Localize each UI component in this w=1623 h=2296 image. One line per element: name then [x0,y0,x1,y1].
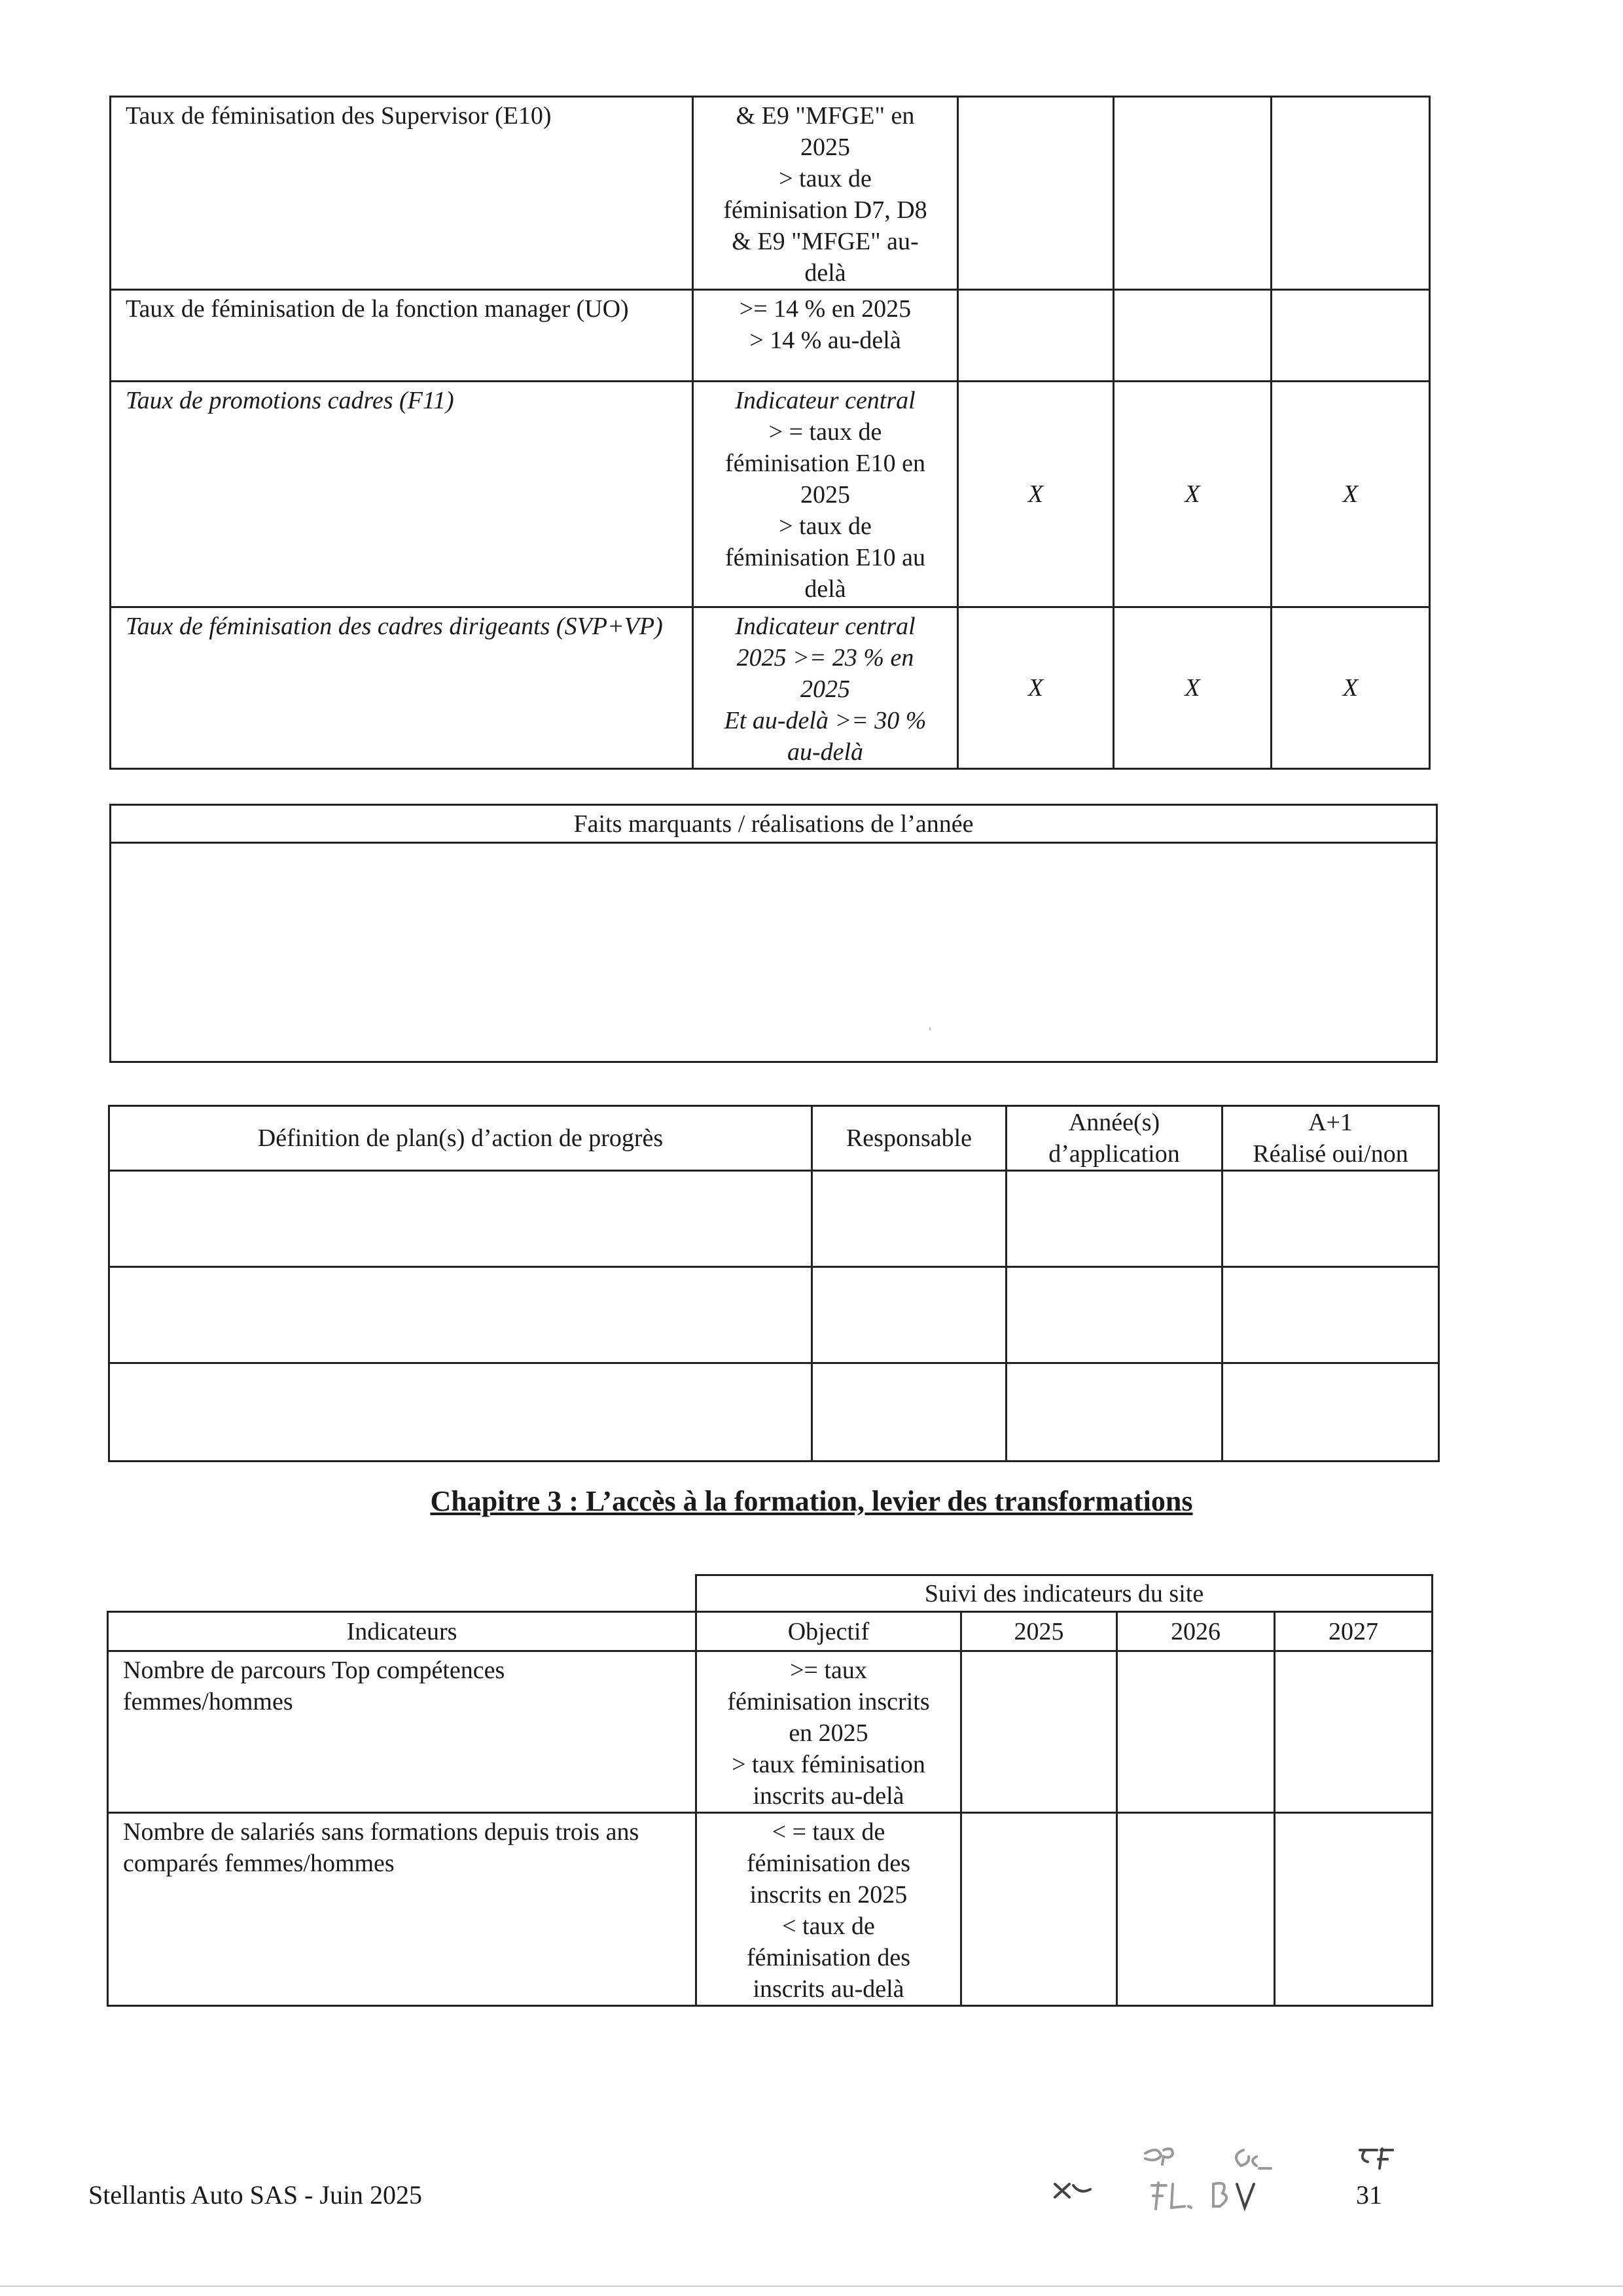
indicators-table-continued [109,96,1431,770]
table-row [109,1171,1439,1267]
objective-line: en 2025 [789,1719,868,1747]
action-plan-cell [1222,1267,1439,1363]
indicator-label: Nombre de parcours Top compétences femmes/hommes [108,1651,696,1813]
objective-line: au-delà [787,738,864,766]
indicators-table-body [111,97,1430,769]
footer-company: Stellantis Auto SAS - Juin 2025 [88,2180,423,2210]
objective-line: delà [804,575,846,603]
objective-line: & E9 "MFGE" au- [732,228,919,255]
objective-line: inscrits au-delà [753,1782,904,1810]
year-mark-2027: X [1272,607,1430,769]
action-plan-cell [812,1267,1007,1363]
year-mark-2025: X [958,382,1114,607]
year-mark-2026 [1114,290,1272,382]
objective-line: > taux de [779,512,872,540]
table-row [109,1267,1439,1363]
action-plan-cell [1007,1267,1222,1363]
action-plan-header-annees [1007,1106,1222,1171]
action-plan-header-aplus1 [1222,1106,1439,1171]
highlights-table [109,804,1438,1063]
objective-cell [693,382,958,607]
action-plan-cell [1222,1363,1439,1462]
scan-edge-line [0,2286,1623,2287]
objective-line: féminisation des [746,1850,911,1877]
year-value-2026 [1117,1651,1275,1813]
table-row [111,607,1430,769]
objective-line: < = taux de [772,1818,885,1846]
objective-line: Et au-delà >= 30 % [724,707,927,734]
year-mark-2026: X [1114,382,1272,607]
objective-line: > 14 % au-delà [749,327,901,354]
header-annees-line: d’application [1048,1140,1180,1168]
action-plan-cell [109,1363,812,1462]
suivi-header: Suivi des indicateurs du site [696,1575,1433,1612]
objective-cell [693,97,958,290]
blank-corner [108,1575,696,1612]
objective-line: inscrits en 2025 [749,1881,908,1909]
objective-line: Indicateur central [735,613,916,640]
action-plan-cell [812,1363,1007,1462]
objective-cell [693,607,958,769]
indicator-label: Nombre de salariés sans formations depuis trois ans comparés femmes/hommes [108,1813,696,2006]
objective-line: > = taux de [768,418,882,446]
year-mark-2027 [1272,290,1430,382]
table-row [111,97,1430,290]
objective-line: > taux féminisation [732,1751,925,1778]
action-plan-header-responsable: Responsable [812,1106,1007,1171]
highlights-content [111,843,1437,1062]
year-value-2027 [1275,1651,1433,1813]
action-plan-table [108,1105,1440,1462]
header-year-2026: 2026 [1117,1612,1275,1651]
objective-line: féminisation E10 au [724,544,926,571]
objective-cell [693,290,958,382]
year-value-2027 [1275,1813,1433,2006]
objective-line: Indicateur central [735,387,916,414]
action-plan-header-definition: Définition de plan(s) d’action de progrès [109,1106,812,1171]
objective-line: 2025 [800,675,850,703]
header-objectif: Objectif [696,1612,961,1651]
year-mark-2026 [1114,97,1272,290]
objective-line: >= taux [790,1657,867,1684]
year-mark-2027: X [1272,382,1430,607]
header-aplus1-line: Réalisé oui/non [1253,1140,1408,1168]
header-aplus1-line: A+1 [1308,1109,1353,1136]
objective-line: delà [804,259,846,287]
objective-line: 2025 >= 23 % en [736,644,914,672]
action-plan-cell [109,1171,812,1267]
indicator-label: Taux de féminisation des cadres dirigeants (SVP+VP) [111,607,693,769]
scan-mark [929,1028,931,1030]
header-year-2025: 2025 [961,1612,1117,1651]
header-annees-line: Année(s) [1068,1109,1160,1136]
objective-line: féminisation inscrits [727,1688,930,1715]
objective-line: féminisation D7, D8 [723,196,927,224]
action-plan-cell [812,1171,1007,1267]
objective-line: & E9 "MFGE" en [736,102,915,130]
action-plan-cell [1007,1363,1222,1462]
objective-line: féminisation E10 en [724,450,926,477]
header-year-2027: 2027 [1275,1612,1433,1651]
header-indicateurs: Indicateurs [108,1612,696,1651]
action-plan-cell [1222,1171,1439,1267]
year-value-2025 [961,1651,1117,1813]
chapter-title: Chapitre 3 : L’accès à la formation, levier des transformations [430,1485,1193,1517]
table-row [109,1363,1439,1462]
page-number: 31 [1356,2180,1382,2210]
indicator-label: Taux de féminisation de la fonction manager (UO) [111,290,693,382]
year-value-2025 [961,1813,1117,2006]
training-table-body [108,1651,1433,2006]
year-mark-2025 [958,290,1114,382]
table-row [108,1651,1433,1813]
year-mark-2026: X [1114,607,1272,769]
table-row [111,382,1430,607]
objective-line: > taux de [779,165,872,192]
action-plan-cell [1007,1171,1222,1267]
training-indicators-table [107,1574,1433,2007]
objective-line: < taux de [782,1912,875,1940]
indicator-label: Taux de promotions cadres (F11) [111,382,693,607]
objective-line: inscrits au-delà [753,1975,904,2003]
year-mark-2025 [958,97,1114,290]
objective-line: 2025 [800,481,850,509]
objective-cell [696,1651,961,1813]
objective-line: 2025 [800,134,850,161]
table-row [111,290,1430,382]
table-row [108,1813,1433,2006]
highlights-title: Faits marquants / réalisations de l’année [111,805,1437,843]
year-mark-2027 [1272,97,1430,290]
objective-line: féminisation des [746,1944,911,1971]
action-plan-cell [109,1267,812,1363]
indicator-label: Taux de féminisation des Supervisor (E10) [111,97,693,290]
objective-line: >= 14 % en 2025 [739,295,912,323]
year-value-2026 [1117,1813,1275,2006]
objective-cell [696,1813,961,2006]
year-mark-2025: X [958,607,1114,769]
